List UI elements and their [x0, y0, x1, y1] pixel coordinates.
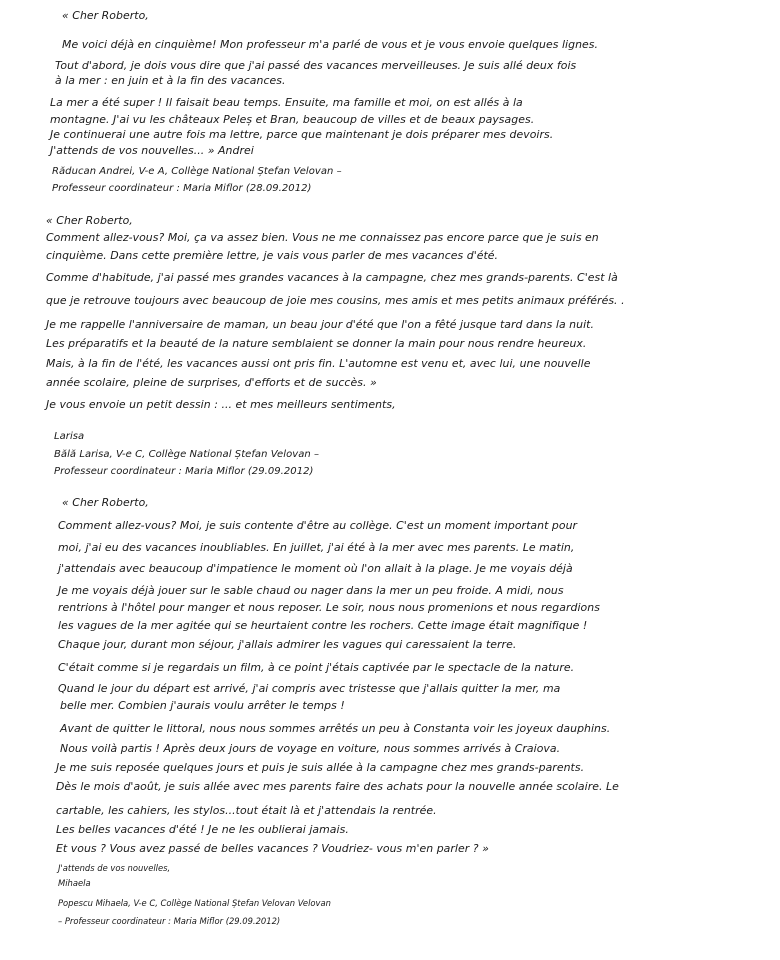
letter-3-line: moi, j'ai eu des vacances inoubliables. En juillet, j'ai été à la mer avec mes parents. Le matin, [58, 541, 575, 554]
letter-3-line: Chaque jour, durant mon séjour, j'allais admirer les vagues qui caressaient la terre. [58, 638, 517, 651]
letter-3-closing: J'attends de vos nouvelles, [58, 863, 171, 873]
letter-2-greeting: « Cher Roberto, [46, 214, 133, 227]
letter-2-closing: Je vous envoie un petit dessin : ... et mes meilleurs sentiments, [46, 398, 396, 411]
letter-3-coordinator: – Professeur coordinateur : Maria Miflor (29.09.2012) [58, 916, 281, 926]
letter-2-line: Je me rappelle l'anniversaire de maman, un beau jour d'été que l'on a fêté jusque tard dans la nuit. [46, 318, 594, 331]
letter-3-line: Et vous ? Vous avez passé de belles vacances ? Voudriez- vous m'en parler ? » [56, 842, 489, 855]
letter-2-line: cinquième. Dans cette première lettre, je vais vous parler de mes vacances d'été. [46, 249, 499, 262]
letter-2-line: année scolaire, pleine de surprises, d'efforts et de succès. » [46, 376, 377, 389]
letter-2-line: Mais, à la fin de l'été, les vacances aussi ont pris fin. L'automne est venu et, avec lui, une nouvelle [46, 357, 591, 370]
letter-2-line: que je retrouve toujours avec beaucoup de joie mes cousins, mes amis et mes petits animaux préférés. . [46, 294, 625, 307]
letter-3-signature-name: Mihaela [58, 878, 91, 888]
letter-1-greeting: « Cher Roberto, [62, 9, 149, 22]
letter-3-line: rentrions à l'hôtel pour manger et nous reposer. Le soir, nous nous promenions et nous regardions [58, 601, 600, 614]
letter-1-line: montagne. J'ai vu les châteaux Peleș et Bran, beaucoup de villes et de beaux paysages. [50, 113, 535, 126]
letter-3-line: belle mer. Combien j'aurais voulu arrêter le temps ! [60, 699, 345, 712]
letter-3-line: Dès le mois d'août, je suis allée avec mes parents faire des achats pour la nouvelle année scolaire. Le [56, 780, 619, 793]
letter-1-signature: Răducan Andrei, V-e A, Collège National Ștefan Velovan – [52, 166, 342, 177]
letter-2-signature: Bălă Larisa, V-e C, Collège National Ștefan Velovan – [54, 449, 320, 460]
letter-3-line: j'attendais avec beaucoup d'impatience le moment où l'on allait à la plage. Je me voyais déjà [58, 562, 573, 575]
letter-1-coordinator: Professeur coordinateur : Maria Miflor (28.09.2012) [52, 183, 312, 194]
letter-3-line: cartable, les cahiers, les stylos...tout était là et j'attendais la rentrée. [56, 804, 437, 817]
letter-3-line: Quand le jour du départ est arrivé, j'ai compris avec tristesse que j'allais quitter la mer, ma [58, 682, 561, 695]
letter-2-line: Comment allez-vous? Moi, ça va assez bien. Vous ne me connaissez pas encore parce que je suis en [46, 231, 599, 244]
letter-3-line: C'était comme si je regardais un film, à ce point j'étais captivée par le spectacle de la nature. [58, 661, 575, 674]
letter-3-line: Les belles vacances d'été ! Je ne les oublierai jamais. [56, 823, 349, 836]
letter-1-line: Je continuerai une autre fois ma lettre, parce que maintenant je dois préparer mes devoirs. [50, 128, 554, 141]
letter-1-line: Tout d'abord, je dois vous dire que j'ai passé des vacances merveilleuses. Je suis allé deux fois [55, 59, 577, 72]
letter-3-greeting: « Cher Roberto, [62, 496, 149, 509]
letter-2-line: Les préparatifs et la beauté de la nature semblaient se donner la main pour nous rendre heureux. [46, 337, 587, 350]
letter-3-line: Avant de quitter le littoral, nous nous sommes arrêtés un peu à Constanta voir les joyeux dauphins. [60, 722, 611, 735]
letter-1-line: à la mer : en juin et à la fin des vacances. [55, 74, 286, 87]
letter-3-line: Comment allez-vous? Moi, je suis contente d'être au collège. C'est un moment important pour [58, 519, 578, 532]
letter-2-signature-name: Larisa [54, 431, 85, 442]
letter-1-line: La mer a été super ! Il faisait beau temps. Ensuite, ma famille et moi, on est allés à la [50, 96, 523, 109]
letter-2-line: Comme d'habitude, j'ai passé mes grandes vacances à la campagne, chez mes grands-parents. C'est là [46, 271, 618, 284]
letter-3-signature: Popescu Mihaela, V-e C, Collège National Ștefan Velovan Velovan [58, 898, 331, 908]
letter-1-line: Me voici déjà en cinquième! Mon professeur m'a parlé de vous et je vous envoie quelques lignes. [62, 38, 599, 51]
letter-3-line: les vagues de la mer agitée qui se heurtaient contre les rochers. Cette image était magnifique ! [58, 619, 588, 632]
letter-3-line: Je me suis reposée quelques jours et puis je suis allée à la campagne chez mes grands-parents. [56, 761, 585, 774]
letter-3-line: Nous voilà partis ! Après deux jours de voyage en voiture, nous sommes arrivés à Craiova. [60, 742, 561, 755]
letter-3-line: Je me voyais déjà jouer sur le sable chaud ou nager dans la mer un peu froide. A midi, nous [58, 584, 564, 597]
letter-2-coordinator: Professeur coordinateur : Maria Miflor (29.09.2012) [54, 466, 314, 477]
letter-1-line: J'attends de vos nouvelles... » Andrei [50, 144, 254, 157]
